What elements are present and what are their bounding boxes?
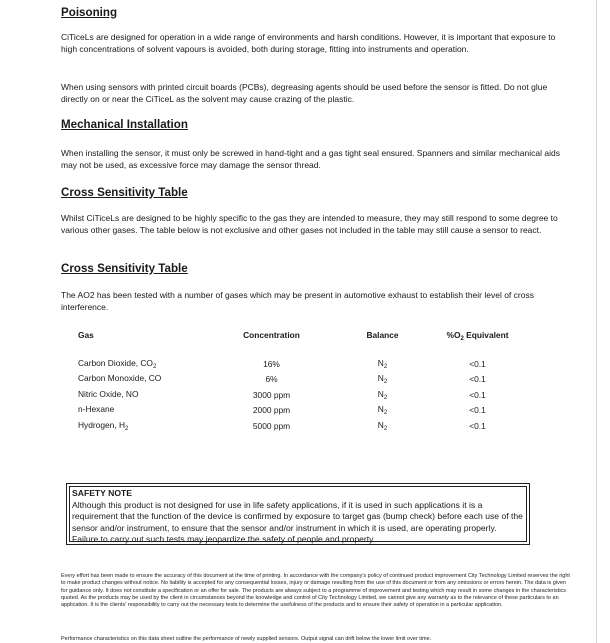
table-header-row	[78, 330, 530, 356]
safety-note-body: Although this product is not designed for use in life safety applications, if it is used in such applications it is a requirement that the function of the device is confirmed by exposure to target gas (bump check) before each use of the sensor and/or instrument, to ensure that the sensor and/or instrument in which it is used, are operating properly. Failure to carry out such tests may jeopardize the safety of people and property.	[72, 499, 523, 545]
cell-balance: $N_2$	[377, 373, 388, 386]
cell-equivalent: <0.1	[469, 405, 486, 416]
cell-equivalent: <0.1	[469, 374, 486, 385]
cell-equivalent: <0.1	[469, 389, 486, 400]
heading-cross-sensitivity-1: Cross Sensitivity Table	[61, 186, 188, 199]
cell-balance: $N_2$	[377, 388, 388, 401]
heading-mechanical-installation: Mechanical Installation	[61, 118, 188, 131]
cross-sensitivity-paragraph-2: The AO2 has been tested with a number of gases which may be present in automotive exhaust to establish their level of cross interference.	[61, 290, 534, 312]
cell-equivalent: <0.1	[469, 358, 486, 369]
header-gas: Gas	[78, 330, 94, 340]
cell-concentration: 2000 ppm	[252, 405, 291, 416]
poisoning-paragraph-1: CiTiceLs are designed for operation in a wide range of environments and harsh conditions. However, it is important that exposure to high concentrations of solvent vapours is avoided, both during storage, fitting into instruments and operation.	[61, 32, 556, 54]
safety-note-inner	[69, 486, 527, 545]
performance-note: Performance characteristics on this data sheet outline the performance of newly supplied sensors. Output signal can drift below the lower limit over time.	[61, 636, 432, 642]
cell-concentration: 5000 ppm	[252, 420, 291, 431]
cell-balance: $N_2$	[377, 419, 388, 432]
cross-sensitivity-table	[78, 330, 530, 434]
safety-note-title: SAFETY NOTE	[72, 488, 133, 498]
cell-balance: $N_2$	[377, 357, 388, 370]
cell-gas: Carbon Monoxide, CO	[78, 373, 162, 384]
cell-gas: Hydrogen, $H_2$	[78, 419, 129, 432]
table-row	[78, 387, 530, 403]
header-balance: Balance	[366, 330, 399, 340]
cell-concentration: 16%	[263, 358, 280, 369]
header-o2-equivalent: $\%O_2$ Equivalent	[446, 330, 509, 342]
table-row	[78, 418, 530, 434]
poisoning-paragraph-2: When using sensors with printed circuit boards (PCBs), degreasing agents should be used before the sensor is fitted. Do not glue directly on or near the CiTiceL as the solvent may cause crazing of the plastic.	[61, 82, 548, 104]
cell-balance: $N_2$	[377, 404, 388, 417]
header-concentration: Concentration	[243, 330, 300, 340]
cross-sensitivity-paragraph-1: Whilst CiTiceLs are designed to be highly specific to the gas they are intended to measure, they may still respond to some degree to various other gases. The table below is not exclusive and other gases not included in the table may still cause a sensor to react.	[61, 213, 558, 235]
cell-gas: Carbon Dioxide, $CO_2$	[78, 357, 157, 370]
cell-concentration: 6%	[265, 374, 278, 385]
page-edge-divider	[596, 0, 597, 643]
disclaimer-paragraph: Every effort has been made to ensure the accuracy of this document at the time of printing. In accordance with the company's policy of continued product improvement City Technology Limited reserves the right to make product changes without notice. No liability is accepted for any consequential losses, injury or damage resulting from the use of this document or from any omissions or errors herein. The data is given for guidance only. It does not constitute a specification or an offer for sale. The products are always subject to a programme of improvement and testing which may result in some changes in the characteristics quoted. As the products may be used by the client in circumstances beyond the knowledge and control of City Technology Limited, we cannot give any warranty as to the relevance of these particulars to an application. It is the clients' responsibility to carry out the necessary tests to determine the usefulness of the products and to ensure their safety of operation in a particular application.	[61, 573, 570, 609]
table-row	[78, 356, 530, 372]
heading-cross-sensitivity-2: Cross Sensitivity Table	[61, 262, 188, 275]
table-row	[78, 372, 530, 388]
cell-gas: n-Hexane	[78, 404, 115, 415]
safety-note-box	[66, 483, 530, 545]
table-row	[78, 403, 530, 419]
cell-equivalent: <0.1	[469, 420, 486, 431]
cell-concentration: 3000 ppm	[252, 389, 291, 400]
cell-gas: Nitric Oxide, NO	[78, 388, 139, 399]
heading-poisoning: Poisoning	[61, 6, 118, 19]
mechanical-paragraph: When installing the sensor, it must only be screwed in hand-tight and a gas tight seal ensured. Spanners and similar mechanical aids may not be used, as excessive force may damage the sensor thread.	[61, 148, 560, 170]
